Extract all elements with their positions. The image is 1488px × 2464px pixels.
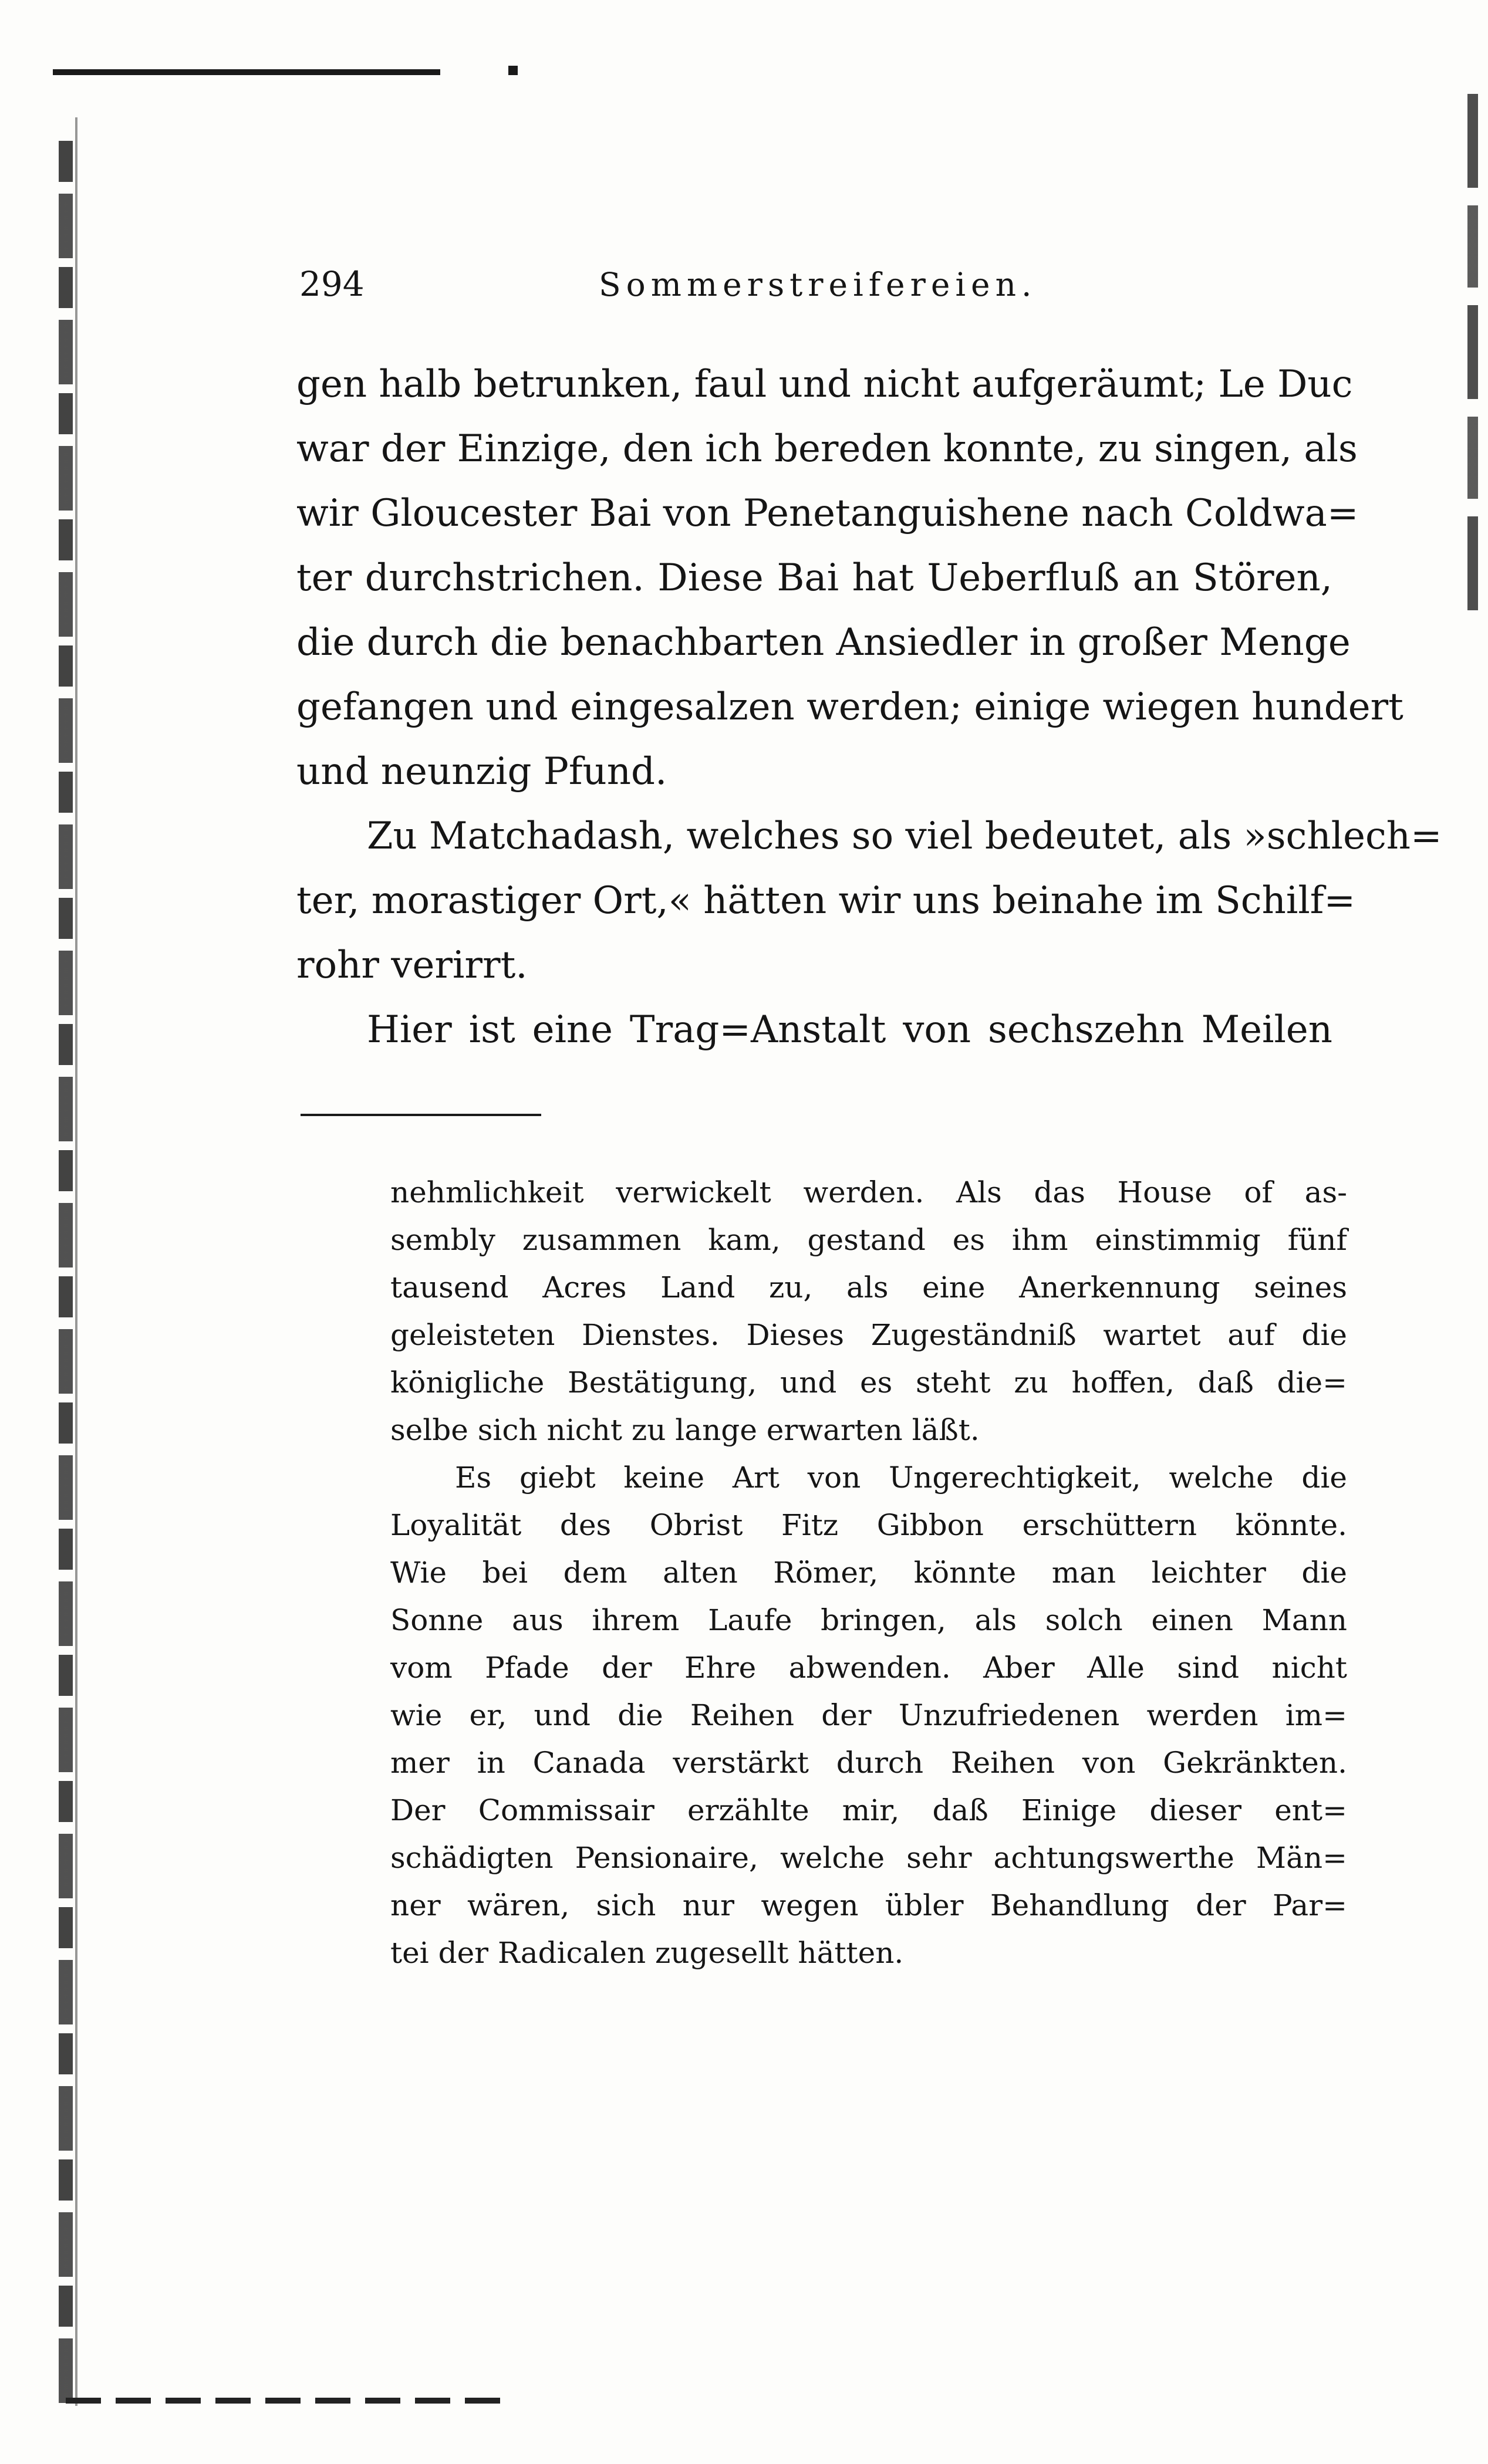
footnote-divider bbox=[301, 1114, 541, 1116]
footnote-line: sembly zusammen kam, gestand es ihm einstimmig fünf bbox=[390, 1223, 1347, 1257]
footnote-line: vom Pfade der Ehre abwenden. Aber Alle sind nicht bbox=[390, 1651, 1347, 1685]
footnote-line: schädigten Pensionaire, welche sehr achtungswerthe Män= bbox=[390, 1841, 1347, 1875]
page-number: 294 bbox=[299, 264, 365, 304]
main-text-line: gen halb betrunken, faul und nicht aufgeräumt; Le Duc bbox=[296, 363, 1353, 406]
footnote-line: Loyalität des Obrist Fitz Gibbon erschüttern könnte. bbox=[390, 1508, 1347, 1542]
footnote-line: tausend Acres Land zu, als eine Anerkennung seines bbox=[390, 1270, 1347, 1304]
scan-edge-bottom bbox=[66, 2398, 500, 2404]
footnote-line: Wie bei dem alten Römer, könnte man leichter die bbox=[390, 1556, 1347, 1590]
scan-edge-mark bbox=[508, 66, 518, 75]
footnote-line: Der Commissair erzählte mir, daß Einige dieser ent= bbox=[390, 1793, 1347, 1827]
footnote-line: Es giebt keine Art von Ungerechtigkeit, welche die bbox=[455, 1461, 1347, 1495]
footnote-line: mer in Canada verstärkt durch Reihen von Gekränkten. bbox=[390, 1746, 1347, 1780]
main-text-line: die durch die benachbarten Ansiedler in großer Menge bbox=[296, 621, 1351, 664]
main-text-line: ter, morastiger Ort,« hätten wir uns beinahe im Schilf= bbox=[296, 879, 1356, 922]
main-text-line: war der Einzige, den ich bereden konnte, zu singen, als bbox=[296, 427, 1358, 471]
main-text-line: gefangen und eingesalzen werden; einige wiegen hundert bbox=[296, 685, 1403, 729]
main-text-line: rohr verirrt. bbox=[296, 944, 528, 987]
main-text-line: Hier ist eine Trag=Anstalt von sechszehn Meilen bbox=[367, 1008, 1332, 1052]
scan-edge-left-line bbox=[75, 117, 77, 2406]
main-text bbox=[296, 352, 1442, 1062]
footnote-line: geleisteten Dienstes. Dieses Zugeständniß wartet auf die bbox=[390, 1318, 1347, 1352]
footnote-line: Sonne aus ihrem Laufe bringen, als solch einen Mann bbox=[390, 1603, 1347, 1637]
scan-edge-right bbox=[1467, 94, 1478, 622]
scan-edge-top bbox=[53, 69, 440, 75]
footnote-line: ner wären, sich nur wegen übler Behandlung der Par= bbox=[390, 1888, 1347, 1922]
running-head: Sommerstreifereien. bbox=[599, 266, 1037, 303]
main-text-line: wir Gloucester Bai von Penetanguishene nach Coldwa= bbox=[296, 492, 1359, 535]
footnote-line: selbe sich nicht zu lange erwarten läßt. bbox=[390, 1413, 980, 1447]
footnote-line: tei der Radicalen zugesellt hätten. bbox=[390, 1936, 904, 1970]
footnote-line: wie er, und die Reihen der Unzufriedenen werden im= bbox=[390, 1698, 1347, 1732]
footnote bbox=[390, 1169, 1347, 1977]
scan-edge-left bbox=[59, 141, 73, 2406]
main-text-line: und neunzig Pfund. bbox=[296, 750, 667, 793]
footnote-line: nehmlichkeit verwickelt werden. Als das House of as- bbox=[390, 1175, 1347, 1209]
main-text-line: ter durchstrichen. Diese Bai hat Ueberfluß an Stören, bbox=[296, 556, 1332, 600]
main-text-line: Zu Matchadash, welches so viel bedeutet, als »schlech= bbox=[367, 814, 1442, 858]
footnote-line: königliche Bestätigung, und es steht zu hoffen, daß die= bbox=[390, 1365, 1347, 1400]
